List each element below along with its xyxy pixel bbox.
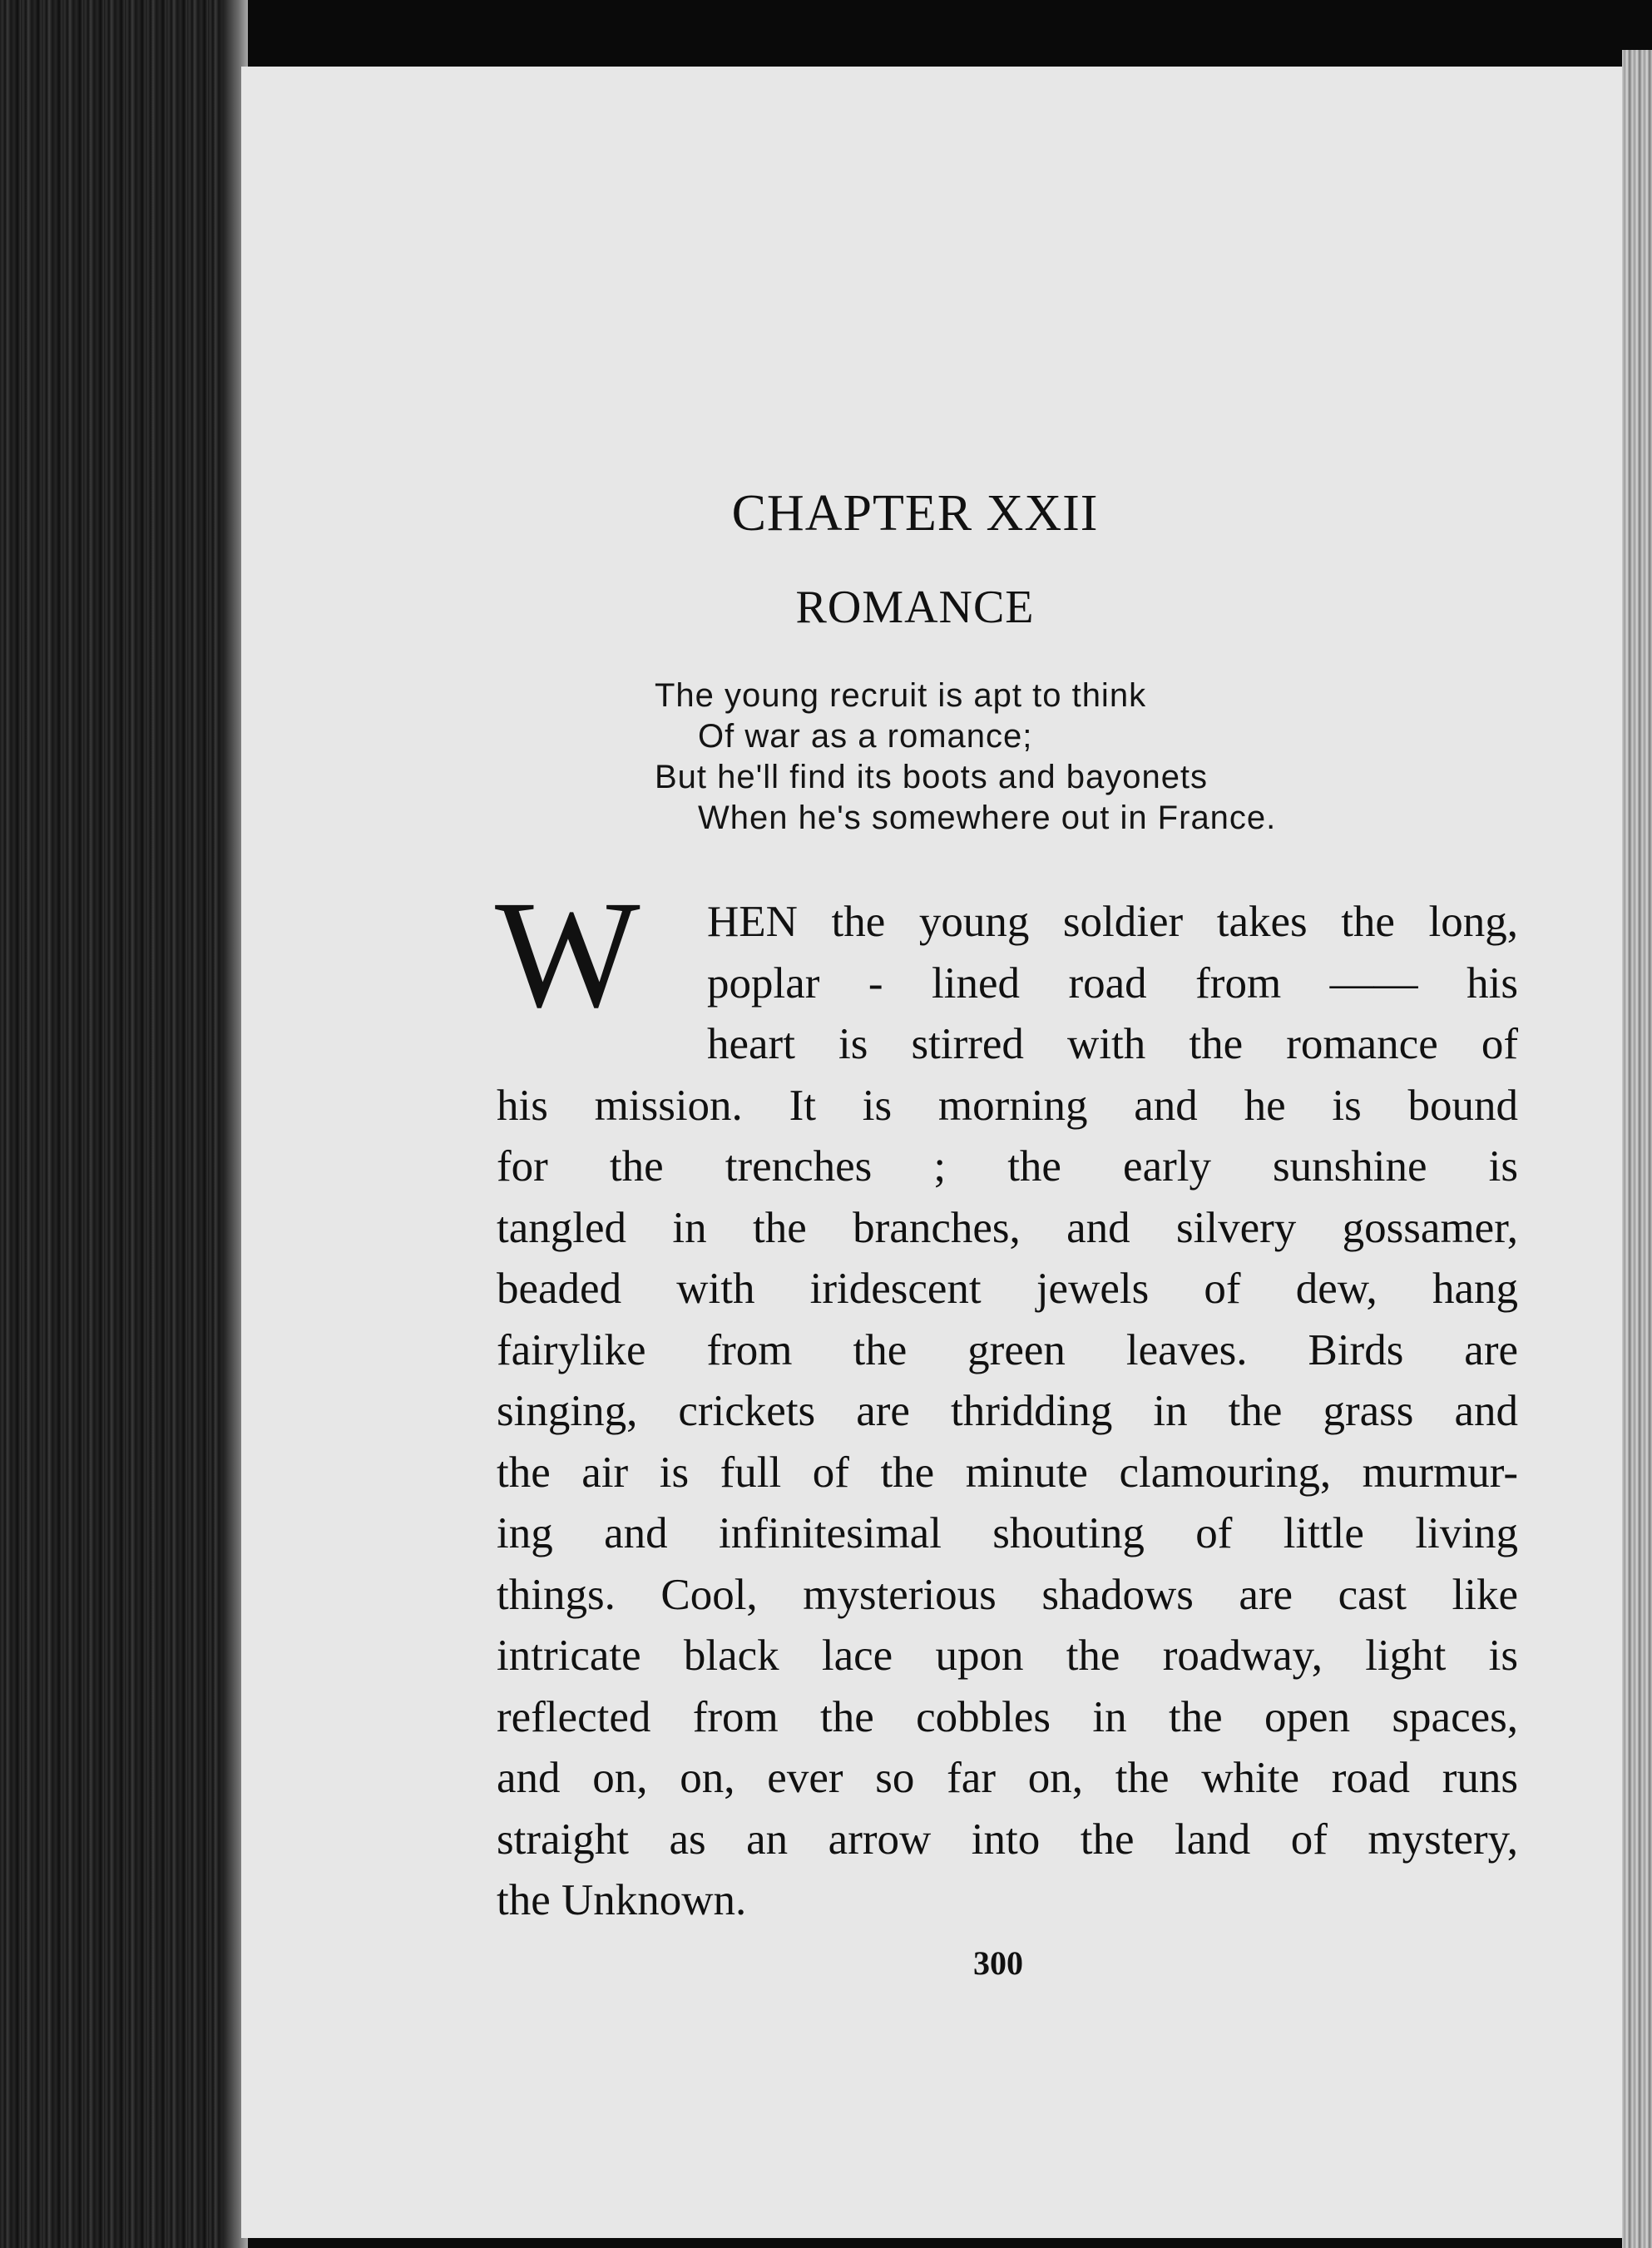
epigraph-line: When he's somewhere out in France.: [698, 800, 1277, 836]
text-line: intricate black lace upon the roadway, light is: [497, 1632, 1518, 1680]
chapter-heading: CHAPTER XXII: [731, 485, 1099, 542]
text-line: the Unknown.: [497, 1876, 747, 1924]
epigraph-line: Of war as a romance;: [698, 718, 1033, 755]
page-number: 300: [973, 1944, 1023, 1982]
text-line: reflected from the cobbles in the open spaces,: [497, 1692, 1518, 1741]
chapter-title: ROMANCE: [795, 582, 1035, 633]
text-line: his mission. It is morning and he is bound: [497, 1081, 1518, 1130]
text-line: beaded with iridescent jewels of dew, hang: [497, 1265, 1518, 1313]
text-line: straight as an arrow into the land of mystery,: [497, 1815, 1518, 1864]
text-line: fairylike from the green leaves. Birds are: [497, 1325, 1518, 1374]
text-line: heart is stirred with the romance of: [707, 1020, 1518, 1068]
text-line: HEN the young soldier takes the long,: [707, 898, 1518, 946]
text-line: things. Cool, mysterious shadows are cast like: [497, 1570, 1518, 1619]
epigraph-verse: [655, 676, 1403, 839]
text-line: poplar - lined road from —— his: [707, 958, 1518, 1008]
drop-cap: W: [495, 869, 641, 1040]
epigraph-line: The young recruit is apt to think: [655, 677, 1147, 714]
text-line: the air is full of the minute clamouring, murmur-: [497, 1448, 1518, 1497]
epigraph-line: But he'll find its boots and bayonets: [655, 759, 1209, 795]
text-line: singing, crickets are thridding in the grass and: [497, 1387, 1518, 1435]
chapter-body-paragraph: [497, 892, 1518, 1932]
page-fore-edge: [1622, 50, 1652, 2248]
text-line: tangled in the branches, and silvery gossamer,: [497, 1203, 1518, 1252]
text-line: and on, on, ever so far on, the white road runs: [497, 1754, 1518, 1802]
book-spine: [0, 0, 223, 2248]
text-line: ing and infinitesimal shouting of little living: [497, 1509, 1518, 1557]
text-line: for the trenches ; the early sunshine is: [497, 1142, 1518, 1191]
